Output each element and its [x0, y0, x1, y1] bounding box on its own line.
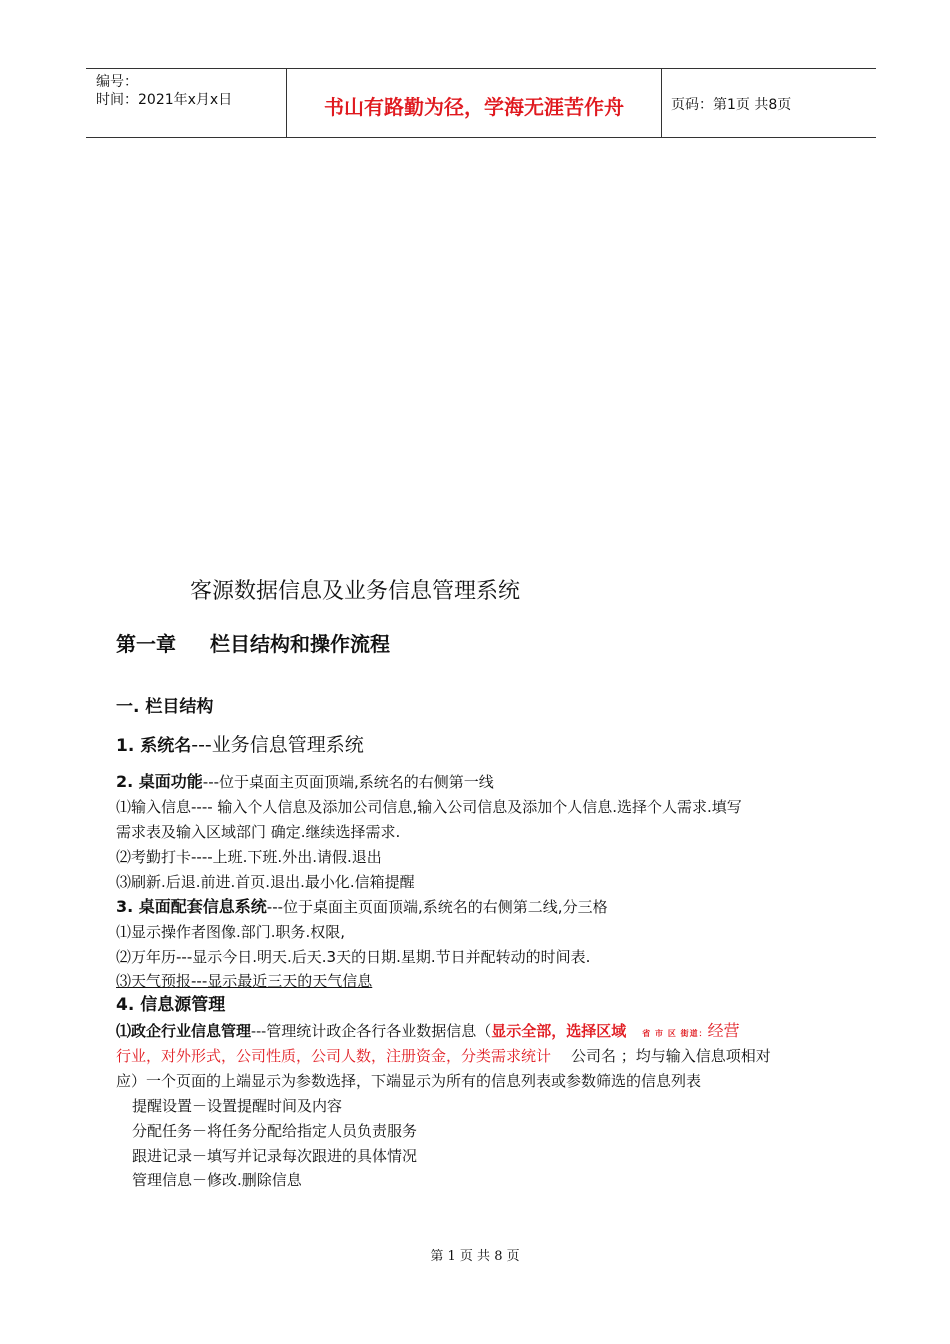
item4-heading: 4. 信息源管理 [116, 995, 226, 1015]
item3-line1: ⑴显示操作者图像.部门.职务.权限, [116, 923, 346, 941]
item2-desc: ---位于桌面主页面顶端,系统名的右侧第一线 [202, 773, 494, 791]
header-meta-cell [86, 69, 286, 137]
item1-text: ---业务信息管理系统 [191, 734, 364, 756]
item2-line2: 需求表及输入区域部门 确定.继续选择需求. [116, 823, 401, 841]
item4-line6: 跟进记录－填写并记录每次跟进的具体情况 [132, 1147, 418, 1165]
item4-p1-red2: 经营 [707, 1021, 740, 1040]
doc-number-label: 编号： [96, 74, 138, 90]
document-title: 客源数据信息及业务信息管理系统 [190, 579, 521, 604]
item3-line3: ⑶天气预报---显示最近三天的天气信息 [116, 972, 373, 990]
item3-head: 3. 桌面配套信息系统 [116, 897, 267, 916]
item1-number: 1. 系统名 [116, 736, 192, 756]
motto: 书山有路勤为径，学海无涯苦作舟 [324, 95, 624, 119]
item2-line3: ⑵考勤打卡----上班.下班.外出.请假.退出 [116, 848, 382, 866]
chapter-heading [116, 634, 390, 654]
item2-heading [116, 772, 494, 792]
chapter-number: 第一章 [116, 632, 176, 656]
header-page-number: 页码：第1页 共8页 [671, 97, 792, 113]
item4-l2-red: 行业，对外形式，公司性质，公司人数，注册资金，分类需求统计 [116, 1047, 552, 1065]
item4-line3: 应）一个页面的上端显示为参数选择，下端显示为所有的信息列表或参数筛选的信息列表 [116, 1072, 702, 1090]
item4-p1-region: 省 市 区 街道： [642, 1029, 708, 1038]
footer-page-number: 第 1 页 共 8 页 [430, 1249, 520, 1264]
header-table [86, 68, 876, 138]
item3-heading [116, 897, 608, 917]
item4-line7: 管理信息－修改.删除信息 [132, 1171, 302, 1189]
item1-heading [116, 735, 364, 756]
header-motto-cell [286, 69, 662, 137]
item2-line4: ⑶刷新.后退.前进.首页.退出.最小化.信箱提醒 [116, 873, 415, 891]
doc-time-label: 时间：2021年x月x日 [96, 92, 233, 108]
chapter-title: 栏目结构和操作流程 [210, 632, 390, 656]
item4-l2-rest: 公司名 ；均与输入信息项相对 [571, 1047, 771, 1065]
item4-line4: 提醒设置－设置提醒时间及内容 [132, 1097, 343, 1115]
item4-p1-desc: ---管理统计政企各行各业数据信息（ [251, 1022, 492, 1040]
item4-line1 [116, 1021, 740, 1044]
item2-head: 2. 桌面功能 [116, 772, 203, 791]
item4-p1-head: ⑴政企行业信息管理 [116, 1022, 252, 1040]
item4-p1-red: 显示全部，选择区域 [491, 1022, 627, 1040]
header-page-cell [661, 69, 876, 137]
item3-desc: ---位于桌面主页面顶端,系统名的右侧第二线,分三格 [266, 898, 608, 916]
item2-line1: ⑴输入信息---- 输入个人信息及添加公司信息,输入公司信息及添加个人信息.选择个人需求.填写 [116, 798, 742, 816]
item3-line2: ⑵万年历---显示今日.明天.后天.3天的日期.星期.节日并配转动的时间表. [116, 948, 591, 966]
item4-line2 [116, 1046, 771, 1066]
section-heading: 一. 栏目结构 [116, 697, 214, 717]
item4-line5: 分配任务－将任务分配给指定人员负责服务 [132, 1122, 418, 1140]
